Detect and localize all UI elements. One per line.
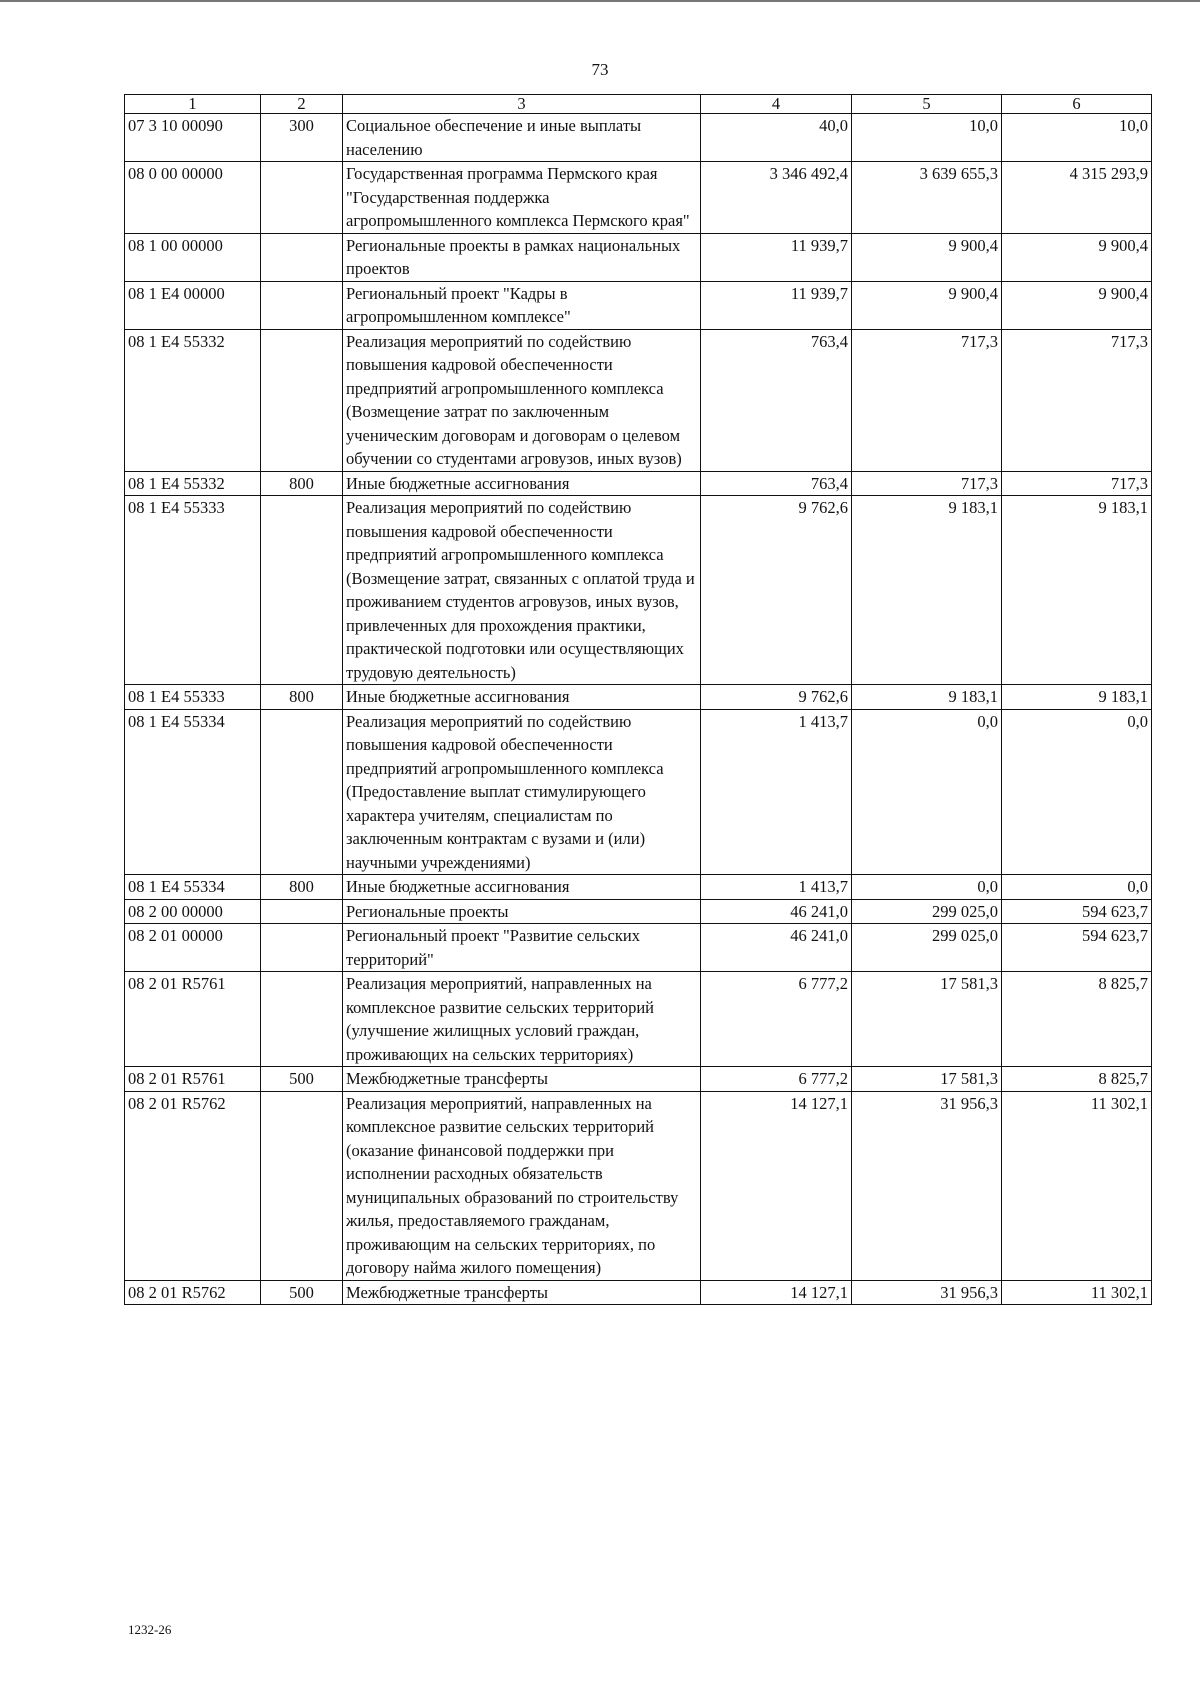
column-header-6: 6 <box>1002 95 1152 114</box>
row-value-5: 0,0 <box>852 709 1002 875</box>
row-code: 08 1 E4 00000 <box>125 281 261 329</box>
row-type <box>261 924 343 972</box>
row-value-4: 9 762,6 <box>701 685 852 710</box>
table-row <box>125 471 1152 496</box>
column-header-4: 4 <box>701 95 852 114</box>
row-value-6: 717,3 <box>1002 329 1152 471</box>
table-row <box>125 1067 1152 1092</box>
table-row <box>125 875 1152 900</box>
budget-table <box>124 94 1152 1305</box>
document-footer-code: 1232-26 <box>128 1622 172 1637</box>
row-code: 08 2 01 R5762 <box>125 1280 261 1305</box>
row-value-4: 763,4 <box>701 471 852 496</box>
row-value-5: 9 900,4 <box>852 233 1002 281</box>
row-name: Иные бюджетные ассигнования <box>343 471 701 496</box>
row-type <box>261 899 343 924</box>
row-value-6: 717,3 <box>1002 471 1152 496</box>
row-value-4: 6 777,2 <box>701 972 852 1067</box>
column-header-1: 1 <box>125 95 261 114</box>
row-name: Реализация мероприятий по содействию повышения кадровой обеспеченности предприятий агропромышленного комплекса (Возмещение затрат по заключенным ученическим договорам и договорам о целевом обучении со студентами агровузов, иных вузов) <box>343 329 701 471</box>
row-type <box>261 496 343 685</box>
column-header-2: 2 <box>261 95 343 114</box>
table-row <box>125 924 1152 972</box>
row-type <box>261 329 343 471</box>
table-row <box>125 1280 1152 1305</box>
row-code: 08 2 00 00000 <box>125 899 261 924</box>
row-type <box>261 162 343 234</box>
row-value-6: 9 900,4 <box>1002 233 1152 281</box>
row-type: 300 <box>261 114 343 162</box>
row-value-5: 9 900,4 <box>852 281 1002 329</box>
page-number: 73 <box>591 60 609 79</box>
row-value-5: 17 581,3 <box>852 1067 1002 1092</box>
table-row <box>125 329 1152 471</box>
row-value-4: 1 413,7 <box>701 875 852 900</box>
row-name: Реализация мероприятий, направленных на комплексное развитие сельских территорий (улучшение жилищных условий граждан, проживающих на сельских территориях) <box>343 972 701 1067</box>
row-code: 07 3 10 00090 <box>125 114 261 162</box>
row-type: 500 <box>261 1280 343 1305</box>
row-value-6: 10,0 <box>1002 114 1152 162</box>
row-value-6: 9 183,1 <box>1002 496 1152 685</box>
row-value-5: 9 183,1 <box>852 496 1002 685</box>
table-row <box>125 233 1152 281</box>
row-type: 500 <box>261 1067 343 1092</box>
row-code: 08 0 00 00000 <box>125 162 261 234</box>
row-value-6: 9 183,1 <box>1002 685 1152 710</box>
row-value-4: 40,0 <box>701 114 852 162</box>
row-name: Региональный проект "Развитие сельских территорий" <box>343 924 701 972</box>
row-value-6: 4 315 293,9 <box>1002 162 1152 234</box>
row-name: Межбюджетные трансферты <box>343 1280 701 1305</box>
row-type: 800 <box>261 471 343 496</box>
row-value-4: 14 127,1 <box>701 1280 852 1305</box>
table-row <box>125 162 1152 234</box>
row-name: Реализация мероприятий по содействию повышения кадровой обеспеченности предприятий агропромышленного комплекса (Предоставление выплат стимулирующего характера учителям, специалистам по заключенным контрактам с вузами и (или) научными учреждениями) <box>343 709 701 875</box>
table-row <box>125 709 1152 875</box>
row-value-4: 6 777,2 <box>701 1067 852 1092</box>
row-type: 800 <box>261 875 343 900</box>
row-value-4: 1 413,7 <box>701 709 852 875</box>
row-value-5: 717,3 <box>852 471 1002 496</box>
row-type <box>261 233 343 281</box>
table-row <box>125 114 1152 162</box>
table-row <box>125 496 1152 685</box>
row-value-4: 763,4 <box>701 329 852 471</box>
row-value-6: 0,0 <box>1002 875 1152 900</box>
row-value-5: 31 956,3 <box>852 1280 1002 1305</box>
row-name: Государственная программа Пермского края "Государственная поддержка агропромышленного комплекса Пермского края" <box>343 162 701 234</box>
table-row <box>125 899 1152 924</box>
column-header-5: 5 <box>852 95 1002 114</box>
row-value-5: 10,0 <box>852 114 1002 162</box>
row-code: 08 2 01 00000 <box>125 924 261 972</box>
row-name: Региональный проект "Кадры в агропромышленном комплексе" <box>343 281 701 329</box>
table-row <box>125 281 1152 329</box>
column-header-3: 3 <box>343 95 701 114</box>
row-value-4: 46 241,0 <box>701 899 852 924</box>
row-code: 08 2 01 R5761 <box>125 1067 261 1092</box>
scan-edge-line <box>0 0 1200 2</box>
row-code: 08 1 00 00000 <box>125 233 261 281</box>
row-value-5: 717,3 <box>852 329 1002 471</box>
row-value-5: 17 581,3 <box>852 972 1002 1067</box>
row-type <box>261 972 343 1067</box>
row-value-6: 8 825,7 <box>1002 1067 1152 1092</box>
row-value-6: 11 302,1 <box>1002 1091 1152 1280</box>
row-value-4: 9 762,6 <box>701 496 852 685</box>
row-code: 08 1 E4 55332 <box>125 471 261 496</box>
row-value-5: 299 025,0 <box>852 899 1002 924</box>
row-value-5: 3 639 655,3 <box>852 162 1002 234</box>
row-type: 800 <box>261 685 343 710</box>
row-code: 08 2 01 R5761 <box>125 972 261 1067</box>
row-value-5: 9 183,1 <box>852 685 1002 710</box>
row-value-6: 594 623,7 <box>1002 924 1152 972</box>
row-type <box>261 709 343 875</box>
table-row <box>125 1091 1152 1280</box>
row-code: 08 1 E4 55333 <box>125 496 261 685</box>
row-name: Реализация мероприятий, направленных на комплексное развитие сельских территорий (оказание финансовой поддержки при исполнении расходных обязательств муниципальных образований по строительству жилья, предоставляемого гражданам, проживающим на сельских территориях, по договору найма жилого помещения) <box>343 1091 701 1280</box>
row-code: 08 1 E4 55334 <box>125 709 261 875</box>
row-name: Социальное обеспечение и иные выплаты населению <box>343 114 701 162</box>
row-name: Реализация мероприятий по содействию повышения кадровой обеспеченности предприятий агропромышленного комплекса (Возмещение затрат, связанных с оплатой труда и проживанием студентов агровузов, иных вузов, привлеченных для прохождения практики, практической подготовки или осуществляющих трудовую деятельность) <box>343 496 701 685</box>
row-value-6: 11 302,1 <box>1002 1280 1152 1305</box>
row-name: Межбюджетные трансферты <box>343 1067 701 1092</box>
table-row <box>125 972 1152 1067</box>
row-value-6: 594 623,7 <box>1002 899 1152 924</box>
row-name: Иные бюджетные ассигнования <box>343 875 701 900</box>
row-code: 08 1 E4 55332 <box>125 329 261 471</box>
row-value-4: 11 939,7 <box>701 281 852 329</box>
table-row <box>125 685 1152 710</box>
row-value-6: 9 900,4 <box>1002 281 1152 329</box>
row-value-6: 8 825,7 <box>1002 972 1152 1067</box>
row-value-4: 3 346 492,4 <box>701 162 852 234</box>
row-value-4: 11 939,7 <box>701 233 852 281</box>
row-value-6: 0,0 <box>1002 709 1152 875</box>
row-value-5: 299 025,0 <box>852 924 1002 972</box>
row-type <box>261 1091 343 1280</box>
row-code: 08 1 E4 55333 <box>125 685 261 710</box>
row-value-4: 14 127,1 <box>701 1091 852 1280</box>
row-type <box>261 281 343 329</box>
row-value-5: 31 956,3 <box>852 1091 1002 1280</box>
header-row <box>125 95 1152 114</box>
row-value-5: 0,0 <box>852 875 1002 900</box>
row-code: 08 1 E4 55334 <box>125 875 261 900</box>
row-name: Региональные проекты в рамках национальных проектов <box>343 233 701 281</box>
row-value-4: 46 241,0 <box>701 924 852 972</box>
row-name: Региональные проекты <box>343 899 701 924</box>
row-code: 08 2 01 R5762 <box>125 1091 261 1280</box>
row-name: Иные бюджетные ассигнования <box>343 685 701 710</box>
